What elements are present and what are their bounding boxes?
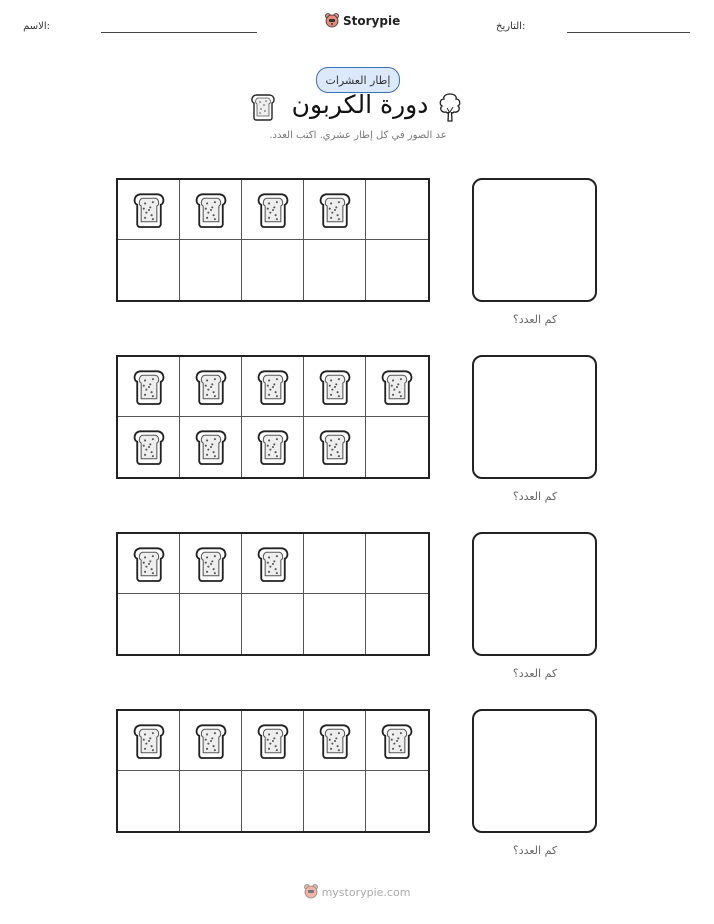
frame-cell: [366, 711, 428, 771]
bread-icon: [318, 191, 352, 229]
frame-cell: [242, 357, 304, 417]
frame-cell: [304, 711, 366, 771]
frame-cell: [118, 711, 180, 771]
worksheet-instructions: عد الصور في كل إطار عشري. اكتب العدد.: [269, 130, 447, 141]
frame-cell: [118, 180, 180, 240]
frame-cell: [180, 417, 242, 477]
bread-icon: [256, 722, 290, 760]
frame-cell: [242, 417, 304, 477]
bread-icon: [132, 428, 166, 466]
frame-cell: [366, 417, 428, 477]
bread-icon: [318, 428, 352, 466]
bread-icon: [132, 722, 166, 760]
frame-cell: [242, 771, 304, 831]
bread-icon: [132, 191, 166, 229]
question-label-1: كم العدد؟: [512, 313, 558, 326]
frame-cell: [304, 594, 366, 654]
frame-cell: [242, 594, 304, 654]
frame-cell: [366, 534, 428, 594]
date-label: التاريخ:: [496, 21, 526, 32]
frame-cell: [180, 180, 242, 240]
brand-name: Storypie: [343, 14, 401, 28]
ten-frame-2: [116, 355, 430, 479]
ten-frame-3: [116, 532, 430, 656]
frame-cell: [242, 711, 304, 771]
bear-icon: [304, 884, 318, 900]
frame-cell: [118, 534, 180, 594]
date-line[interactable]: [567, 32, 690, 33]
bread-icon: [194, 191, 228, 229]
bread-icon: [318, 368, 352, 406]
bread-icon: [256, 545, 290, 583]
bread-icon: [194, 368, 228, 406]
frame-cell: [366, 180, 428, 240]
bread-icon: [194, 722, 228, 760]
frame-cell: [180, 357, 242, 417]
frame-cell: [242, 180, 304, 240]
answer-box-1[interactable]: [472, 178, 597, 302]
ten-frame-4: [116, 709, 430, 833]
frame-cell: [242, 534, 304, 594]
bread-icon: [250, 93, 276, 121]
bread-icon: [132, 368, 166, 406]
answer-box-4[interactable]: [472, 709, 597, 833]
frame-cell: [304, 534, 366, 594]
frame-cell: [304, 771, 366, 831]
bread-icon: [194, 545, 228, 583]
bread-icon: [256, 368, 290, 406]
bear-icon: [325, 13, 339, 29]
frame-cell: [180, 711, 242, 771]
bread-icon: [194, 428, 228, 466]
frame-cell: [118, 594, 180, 654]
frame-cell: [304, 417, 366, 477]
question-label-2: كم العدد؟: [512, 490, 558, 503]
frame-cell: [118, 240, 180, 300]
bread-icon: [380, 722, 414, 760]
bread-icon: [132, 545, 166, 583]
frame-cell: [366, 771, 428, 831]
frame-cell: [366, 240, 428, 300]
bread-icon: [318, 722, 352, 760]
worksheet-type-badge: إطار العشرات: [316, 67, 400, 93]
bread-icon: [256, 191, 290, 229]
frame-cell: [180, 240, 242, 300]
frame-cell: [304, 357, 366, 417]
frame-cell: [118, 357, 180, 417]
answer-box-3[interactable]: [472, 532, 597, 656]
frame-cell: [118, 417, 180, 477]
question-label-3: كم العدد؟: [512, 667, 558, 680]
frame-cell: [304, 180, 366, 240]
frame-cell: [180, 594, 242, 654]
footer: [0, 884, 714, 900]
frame-cell: [180, 534, 242, 594]
name-label: الاسم:: [23, 21, 50, 32]
answer-box-2[interactable]: [472, 355, 597, 479]
question-label-4: كم العدد؟: [512, 844, 558, 857]
frame-cell: [118, 771, 180, 831]
tree-icon: [436, 91, 464, 123]
footer-url: mystorypie.com: [321, 885, 411, 899]
worksheet-title: دورة الكربون: [291, 90, 429, 119]
frame-cell: [366, 357, 428, 417]
frame-cell: [304, 240, 366, 300]
name-line[interactable]: [101, 32, 257, 33]
brand-logo: [325, 13, 400, 29]
ten-frame-1: [116, 178, 430, 302]
bread-icon: [256, 428, 290, 466]
frame-cell: [242, 240, 304, 300]
bread-icon: [380, 368, 414, 406]
frame-cell: [180, 771, 242, 831]
frame-cell: [366, 594, 428, 654]
